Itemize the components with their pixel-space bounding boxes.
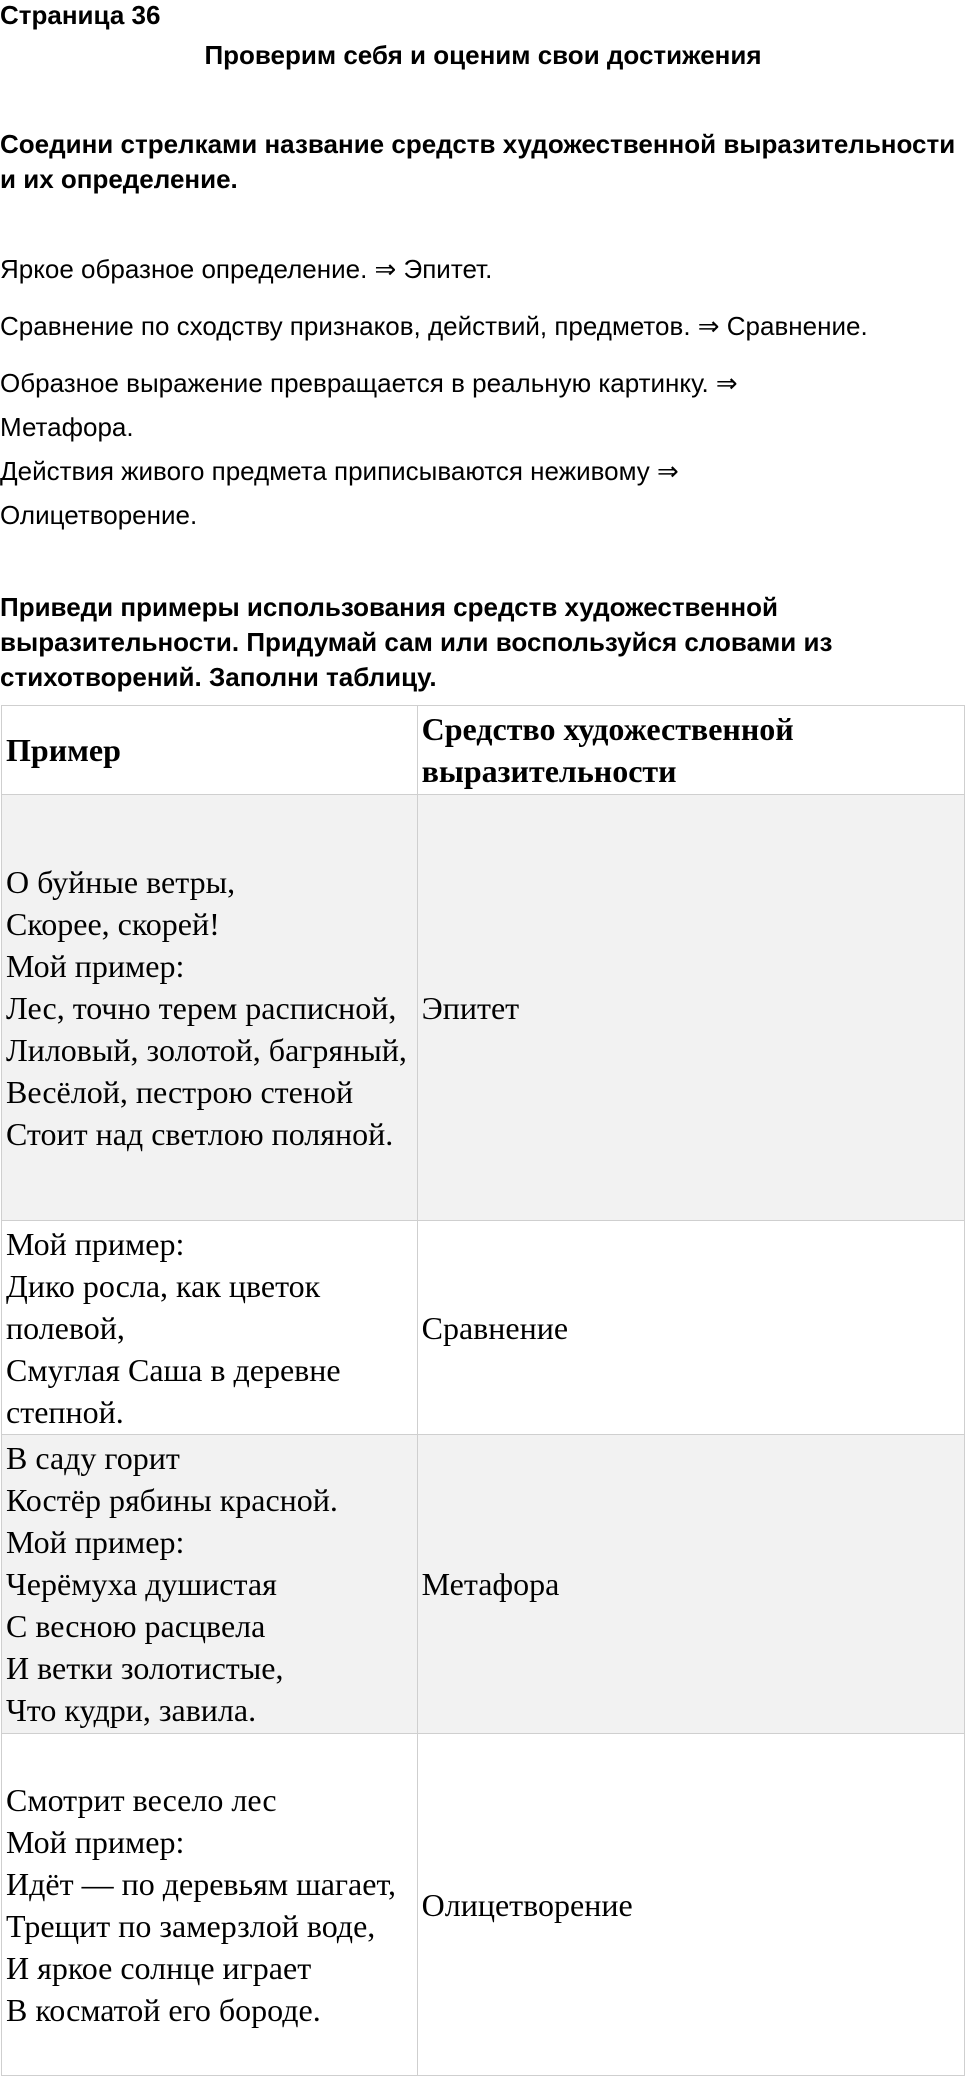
device-cell: Олицетворение xyxy=(417,1734,964,2076)
device-cell: Эпитет xyxy=(417,795,964,1221)
table-row xyxy=(2,1734,965,2076)
column-header-example: Пример xyxy=(2,706,418,795)
example-text: Смотрит весело лес Мой пример: Идёт — по деревьям шагает, Трещит по замерзлой воде, И яркое солнце играет В косматой его бороде. xyxy=(6,1781,397,2028)
answer-line: Сравнение по сходству признаков, действий, предметов. ⇒ Сравнение. xyxy=(0,311,868,341)
section-title: Проверим себя и оценим свои достижения xyxy=(204,40,762,70)
examples-table xyxy=(1,705,965,2076)
example-cell xyxy=(2,1221,418,1435)
page-label: Страница 36 xyxy=(0,0,161,30)
task-1-answers xyxy=(0,247,966,537)
answer-line: Образное выражение превращается в реальную картинку. ⇒ Метафора. xyxy=(0,368,738,442)
table-row xyxy=(2,795,965,1221)
example-text: О буйные ветры, Скорее, скорей! Мой пример: Лес, точно терем расписной, Лиловый, золотой, багряный, Весёлой, пестрою стеной Стоит над светлою поляной. xyxy=(6,863,407,1152)
table-header-row xyxy=(2,706,965,795)
example-cell xyxy=(2,1435,418,1734)
table-row xyxy=(2,1435,965,1734)
device-cell: Метафора xyxy=(417,1435,964,1734)
task-2-instruction: Приведи примеры использования средств художественной выразительности. Придумай сам или воспользуйся словами из стихотворений. Заполни таблицу. xyxy=(0,592,833,692)
task-1-instruction: Соедини стрелками название средств художественной выразительности и их определение. xyxy=(0,129,956,194)
column-header-device: Средство художественной выразительности xyxy=(417,706,964,795)
answer-line: Действия живого предмета приписываются неживому ⇒ Олицетворение. xyxy=(0,456,679,530)
example-text: В саду горит Костёр рябины красной. Мой пример: Черёмуха душистая С весною расцвела И ветки золотистые, Что кудри, завила. xyxy=(6,1440,338,1728)
example-cell xyxy=(2,795,418,1221)
example-text: Мой пример: Дико росла, как цветок полевой, Смуглая Саша в деревне степной. xyxy=(6,1225,341,1430)
example-cell xyxy=(2,1734,418,2076)
answer-line: Яркое образное определение. ⇒ Эпитет. xyxy=(0,254,493,284)
table-row xyxy=(2,1221,965,1435)
device-cell: Сравнение xyxy=(417,1221,964,1435)
